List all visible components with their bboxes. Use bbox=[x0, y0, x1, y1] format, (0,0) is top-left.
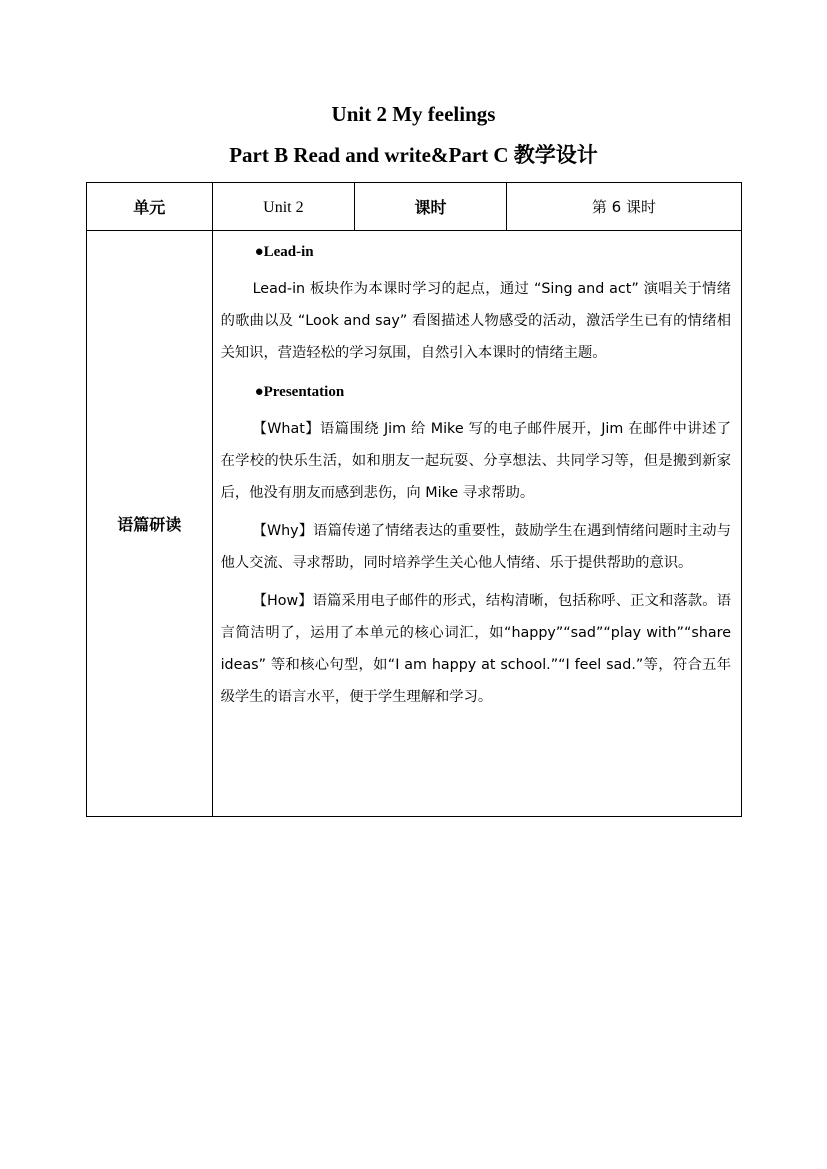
why-paragraph: 【Why】语篇传递了情绪表达的重要性，鼓励学生在遇到情绪问题时主动与他人交流、寻求帮助，同时培养学生关心他人情绪、乐于提供帮助的意识。 bbox=[220, 523, 731, 571]
unit-value: Unit 2 bbox=[263, 198, 304, 216]
document-subtitle: Part B Read and write&Part C 教学设计 bbox=[229, 143, 598, 167]
period-label: 课时 bbox=[414, 198, 447, 217]
period-label-cell bbox=[355, 183, 507, 231]
lead-in-paragraph: Lead-in 板块作为本课时学习的起点，通过 “Sing and act” 演唱关于情绪的歌曲以及 “Look and say” 看图描述人物感受的活动，激活学生已有的情绪相关知识，营造轻松的学习氛围，自然引入本课时的情绪主题。 bbox=[220, 281, 731, 361]
section-label: 语篇研读 bbox=[117, 515, 182, 534]
how-paragraph: 【How】语篇采用电子邮件的形式，结构清晰，包括称呼、正文和落款。语言简洁明了，运用了本单元的核心词汇，如“happy”“sad”“play with”“share ideas” 等和核心句型，如“I am happy at school.”“I feel sad.”等，符合五年级学生的语言水平，便于学生理解和学习。 bbox=[220, 593, 731, 705]
unit-label: 单元 bbox=[133, 198, 166, 217]
unit-value-cell bbox=[212, 183, 355, 231]
text-analysis-row bbox=[87, 231, 742, 817]
period-value-cell bbox=[506, 183, 741, 231]
period-value: 第 6 课时 bbox=[591, 198, 656, 216]
presentation-heading: ●Presentation bbox=[254, 384, 345, 400]
lesson-plan-table bbox=[86, 182, 742, 817]
unit-label-cell bbox=[87, 183, 213, 231]
document-title: Unit 2 My feelings bbox=[331, 102, 496, 126]
lead-in-heading: ●Lead-in bbox=[254, 244, 314, 260]
what-paragraph: 【What】语篇围绕 Jim 给 Mike 写的电子邮件展开，Jim 在邮件中讲述了在学校的快乐生活，如和朋友一起玩耍、分享想法、共同学习等，但是搬到新家后，他没有朋友而感到悲伤，向 Mike 寻求帮助。 bbox=[220, 421, 731, 501]
section-label-cell bbox=[87, 231, 213, 817]
analysis-content-cell bbox=[212, 231, 741, 817]
table-header-row bbox=[87, 183, 742, 231]
